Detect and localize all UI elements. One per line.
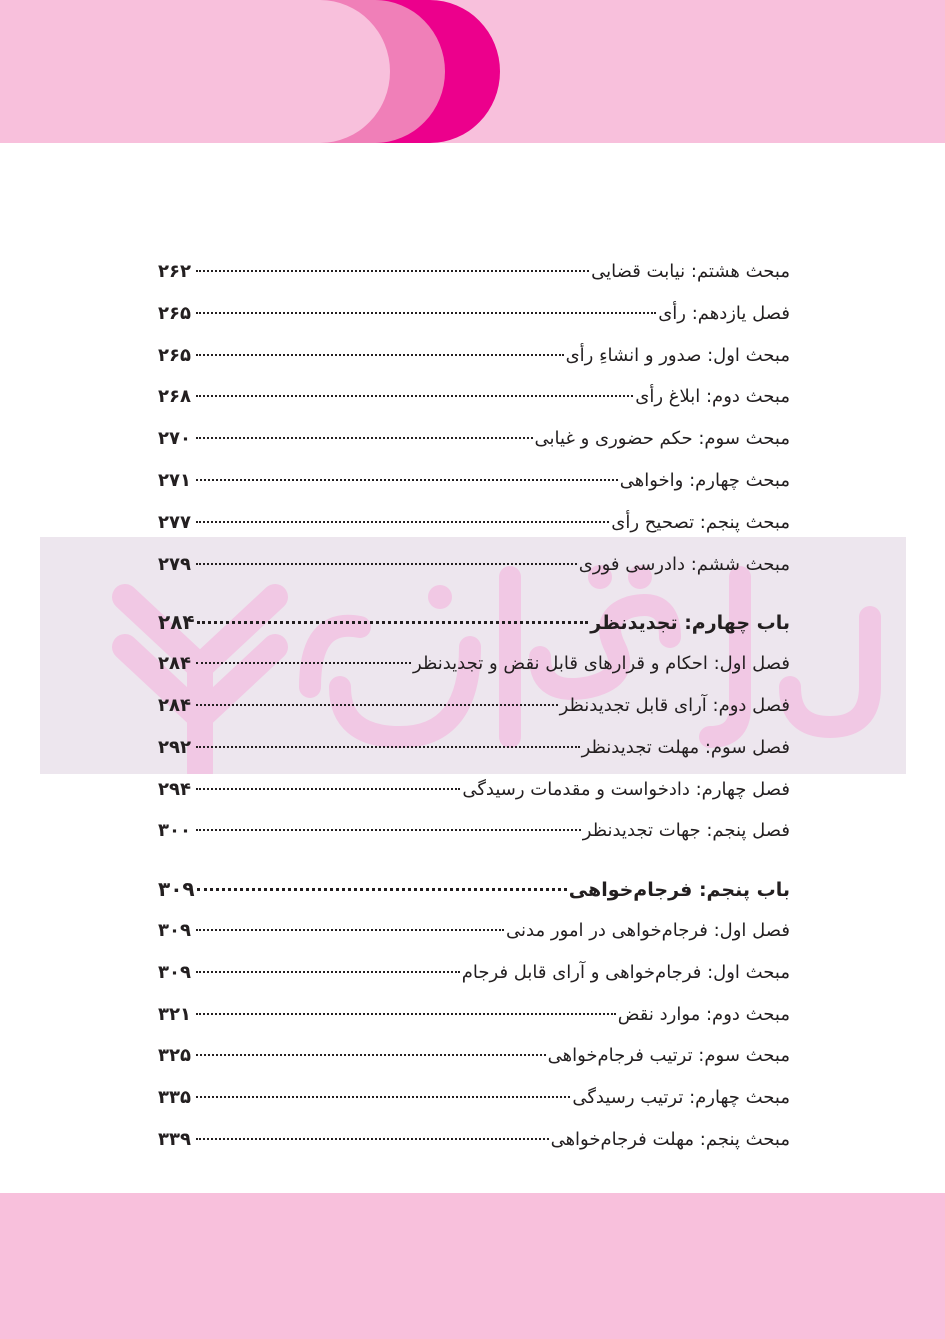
toc-title: فصل اول: فرجام‌خواهی در امور مدنی [506,919,790,941]
toc-entry [158,419,790,461]
toc-title: مبحث پنجم: مهلت فرجام‌خواهی [550,1128,790,1150]
toc-entry [158,336,790,378]
toc-entry [158,644,790,686]
dot-leader [196,479,618,481]
dot-leader [196,395,633,397]
toc-title: فصل اول: احکام و قرارهای قابل نقض و تجدیدنظر [413,653,790,675]
toc-title: فصل پنجم: جهات تجدیدنظر [582,820,790,842]
toc-title: مبحث چهارم: واخواهی [619,469,790,491]
toc-page-number: ۳۰۰ [158,820,191,842]
dot-leader [196,270,589,272]
toc-page-number: ۳۲۵ [158,1045,191,1067]
toc-title: فصل دوم: آرای قابل تجدیدنظر [559,694,790,716]
toc-page-number: ۳۰۹ [158,877,195,902]
toc-page-number: ۲۶۲ [158,261,191,282]
dot-leader [196,1054,546,1056]
toc-page-number: ۲۶۵ [158,302,191,324]
toc-title: مبحث دوم: موارد نقض [617,1003,790,1025]
toc-page-number: ۳۰۹ [158,961,191,983]
toc-page-number: ۲۷۷ [158,511,191,533]
dot-leader [196,354,564,356]
dot-leader [196,563,577,565]
dot-leader [196,437,533,439]
table-of-contents [158,252,790,1162]
toc-title: مبحث دوم: ابلاغ رأی [635,386,790,408]
toc-title: مبحث پنجم: تصحیح رأی [611,511,790,533]
footer-band [0,1193,945,1339]
toc-entry [158,503,790,545]
dot-leader [196,971,460,973]
dot-leader [196,1138,549,1140]
toc-title: مبحث هشتم: نیابت قضایی [591,261,790,282]
dot-leader [197,621,589,624]
toc-entry [158,1120,790,1162]
toc-page-number: ۳۲۱ [158,1003,191,1025]
dot-leader [196,788,460,790]
toc-entry [158,461,790,503]
toc-page-number: ۲۸۴ [158,653,191,675]
toc-title: مبحث سوم: حکم حضوری و غیابی [534,428,790,450]
toc-part-heading [158,869,790,911]
toc-page-number: ۲۷۱ [158,469,191,491]
toc-page-number: ۲۷۹ [158,553,191,575]
toc-title: فصل چهارم: دادخواست و مقدمات رسیدگی [462,778,790,800]
dot-leader [196,1013,616,1015]
toc-title: مبحث چهارم: ترتیب رسیدگی [572,1087,790,1109]
toc-page-number: ۲۷۰ [158,428,191,450]
header-tab-decoration [0,0,500,143]
toc-entry [158,294,790,336]
watermark-letter-1 [790,617,870,727]
dot-leader [196,1096,570,1098]
toc-page-number: ۳۰۹ [158,919,191,941]
toc-title: فصل سوم: مهلت تجدیدنظر [581,736,790,758]
dot-leader [197,888,567,891]
dot-leader [196,662,411,664]
toc-page-number: ۲۸۴ [158,694,191,716]
dot-leader [196,746,580,748]
toc-page-number: ۳۳۹ [158,1128,191,1150]
toc-entry [158,770,790,812]
toc-title: فصل یازدهم: رأی [658,302,790,324]
toc-page-number: ۲۹۲ [158,736,191,758]
toc-title: باب چهارم: تجدیدنظر [590,612,790,635]
toc-part-heading [158,602,790,644]
toc-page-number: ۳۳۵ [158,1087,191,1109]
toc-page-number: ۲۶۵ [158,344,191,366]
toc-entry [158,1036,790,1078]
dot-leader [196,312,656,314]
toc-title: مبحث ششم: دادرسی فوری [578,553,790,575]
dot-leader [196,829,581,831]
toc-entry [158,911,790,953]
toc-entry [158,811,790,853]
dot-leader [196,704,558,706]
toc-entry [158,995,790,1037]
toc-title: مبحث سوم: ترتیب فرجام‌خواهی [547,1045,790,1067]
toc-title: مبحث اول: صدور و انشاءِ رأی [565,344,790,366]
toc-entry [158,728,790,770]
toc-entry [158,953,790,995]
toc-page-number: ۲۸۴ [158,610,195,635]
toc-page-number: ۲۹۴ [158,778,191,800]
tab-pale-shape [0,0,390,143]
toc-title: باب پنجم: فرجام‌خواهی [568,879,790,902]
toc-entry [158,377,790,419]
dot-leader [196,929,504,931]
header-band [0,0,945,143]
toc-entry [158,545,790,587]
dot-leader [196,521,609,523]
toc-entry [158,252,790,294]
toc-title: مبحث اول: فرجام‌خواهی و آرای قابل فرجام [461,961,790,983]
toc-page-number: ۲۶۸ [158,386,191,408]
toc-entry [158,686,790,728]
toc-entry [158,1078,790,1120]
